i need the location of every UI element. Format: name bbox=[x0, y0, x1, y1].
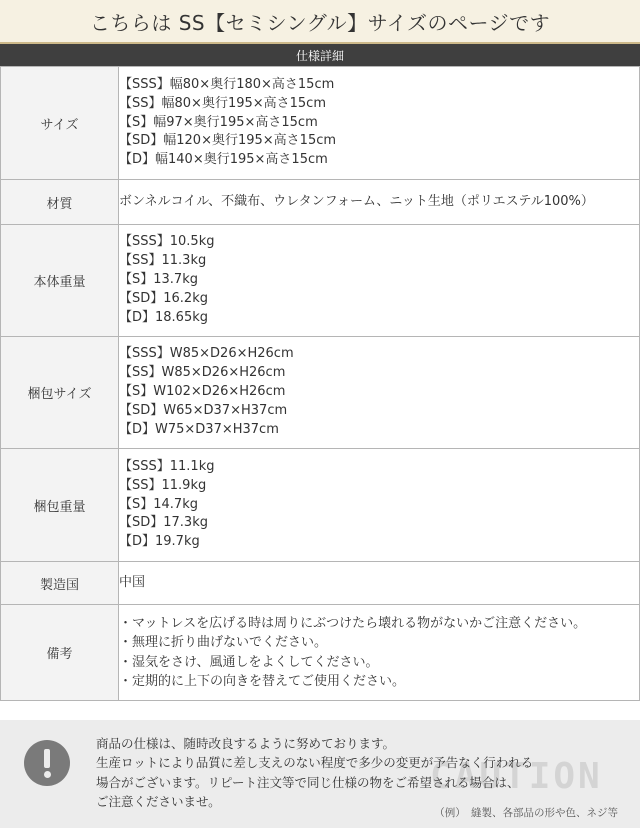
spec-value bbox=[119, 67, 640, 180]
spec-line: 【SD】幅120×奥行195×高さ15cm bbox=[119, 133, 337, 149]
spec-label: 梱包重量 bbox=[1, 449, 119, 562]
notice-line: 商品の仕様は、随時改良するように努めております。 bbox=[96, 736, 396, 751]
spec-line: 【D】W75×D37×H37cm bbox=[119, 421, 279, 437]
caution-watermark: CAUTION bbox=[430, 756, 603, 797]
spec-value bbox=[119, 225, 640, 337]
spec-value bbox=[119, 180, 640, 225]
remark-line: ・マットレスを広げる時は周りにぶつけたら壊れる物がないかご注意ください。 bbox=[119, 615, 587, 631]
spec-value bbox=[119, 562, 640, 605]
spec-label: 材質 bbox=[1, 180, 119, 225]
spec-line: 【SSS】W85×D26×H26cm bbox=[119, 346, 294, 362]
spec-table bbox=[0, 66, 640, 701]
spec-row-size bbox=[1, 67, 640, 180]
spec-row-weight bbox=[1, 225, 640, 337]
spec-row-package-size bbox=[1, 337, 640, 449]
notice-line: 生産ロットにより品質に差し支えのない程度で多少の変更が予告なく行われる bbox=[96, 755, 534, 771]
spec-line: 【SS】幅80×奥行195×高さ15cm bbox=[119, 95, 326, 111]
banner-title: こちらは SS【セミシングル】サイズのページです bbox=[89, 10, 551, 35]
spec-row-remarks bbox=[1, 605, 640, 701]
spec-line: 【SD】17.3kg bbox=[119, 515, 208, 531]
spec-value bbox=[119, 449, 640, 562]
spec-row-material bbox=[1, 180, 640, 225]
spec-line: 【SD】16.2kg bbox=[119, 290, 208, 306]
spec-line: 【SD】W65×D37×H37cm bbox=[119, 402, 288, 418]
spec-value bbox=[119, 605, 640, 701]
section-gap bbox=[0, 706, 640, 720]
remark-line: ・無理に折り曲げないでください。 bbox=[119, 635, 328, 650]
spec-line: 【SSS】幅80×奥行180×高さ15cm bbox=[119, 76, 335, 92]
spec-line: 【S】14.7kg bbox=[119, 496, 198, 512]
spec-line: 【S】13.7kg bbox=[119, 272, 198, 288]
notice-line: 場合がございます。リピート注文等で同じ仕様の物をご希望される場合は、 bbox=[96, 774, 520, 790]
exclamation-circle-icon bbox=[24, 740, 70, 786]
spec-label: 備考 bbox=[1, 605, 119, 701]
spec-section-header bbox=[0, 44, 640, 66]
spec-row-package-weight bbox=[1, 449, 640, 562]
caution-notice bbox=[0, 720, 640, 828]
spec-label: 本体重量 bbox=[1, 225, 119, 337]
spec-line: 【SSS】10.5kg bbox=[119, 234, 215, 250]
remark-line: ・湿気をさけ、風通しをよくしてください。 bbox=[119, 654, 379, 670]
spec-line: 【SS】11.9kg bbox=[119, 477, 207, 493]
notice-text bbox=[96, 734, 533, 812]
spec-row-origin bbox=[1, 562, 640, 605]
spec-line: 【D】幅140×奥行195×高さ15cm bbox=[119, 152, 328, 168]
spec-line: 【S】幅97×奥行195×高さ15cm bbox=[119, 114, 318, 130]
spec-line: 【SS】11.3kg bbox=[119, 253, 207, 269]
example-caption: （例） 縫製、各部品の形や色、ネジ等 bbox=[434, 807, 618, 819]
spec-line: 中国 bbox=[119, 574, 146, 590]
spec-line: 【SS】W85×D26×H26cm bbox=[119, 365, 286, 381]
spec-label: 梱包サイズ bbox=[1, 337, 119, 449]
spec-line: ボンネルコイル、不織布、ウレタンフォーム、ニット生地（ポリエステル100%） bbox=[119, 193, 594, 209]
spec-value bbox=[119, 337, 640, 449]
spec-label: サイズ bbox=[1, 67, 119, 180]
notice-line: ご注意くださいませ。 bbox=[96, 794, 221, 810]
remark-line: ・定期的に上下の向きを替えてご使用ください。 bbox=[119, 674, 406, 689]
spec-line: 【S】W102×D26×H26cm bbox=[119, 384, 286, 400]
spec-line: 【D】18.65kg bbox=[119, 309, 209, 325]
spec-line: 【D】19.7kg bbox=[119, 534, 200, 550]
spec-header-label: 仕様詳細 bbox=[295, 48, 344, 63]
spec-label: 製造国 bbox=[1, 562, 119, 605]
page-banner bbox=[0, 0, 640, 44]
spec-line: 【SSS】11.1kg bbox=[119, 458, 215, 474]
